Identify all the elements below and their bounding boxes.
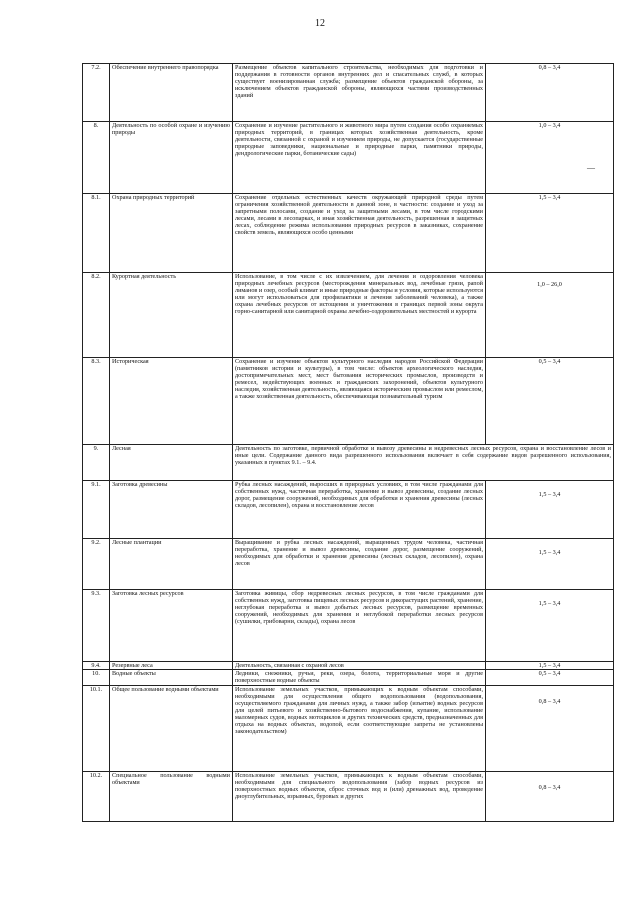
table-row (83, 662, 614, 670)
row-description: Использование земельных участков, примыкающих к водным объектам способами, необходимыми для осуществления общего водопользования (водопользования, осуществляемого гражданами для личных нужд, а также забор (изъятие) водных ресурсов для целей питьевого и хозяйственно-бытового водоснабжения, купание, использование маломерных судов, водных мотоциклов и других технических средств, предназначенных для отдыха на водных объектах, водопой, если соответствующие запреты не установлены законодательством) (233, 686, 486, 772)
row-name: Курортная деятельность (110, 273, 233, 358)
row-description: Размещение объектов капитального строительства, необходимых для подготовки и поддержания в готовности органов внутренних дел и спасательных служб, в которых существует военизированная служба; размещение объектов гражданской обороны, за исключением объектов гражданской обороны, являющихся частями производственных зданий (233, 64, 486, 122)
row-code: 8.3. (83, 358, 110, 445)
row-code: 9.4. (83, 662, 110, 670)
table-row (83, 772, 614, 822)
row-name: Резервные леса (110, 662, 233, 670)
row-name: Историческая (110, 358, 233, 445)
row-param: 0,5 – 3,4 (486, 670, 614, 686)
row-name: Водные объекты (110, 670, 233, 686)
row-param: 1,0 – 26,0 (486, 273, 614, 358)
row-code: 9.1. (83, 481, 110, 539)
table-row (83, 64, 614, 122)
row-description: Рубка лесных насаждений, выросших в природных условиях, в том числе гражданами для собственных нужд, частичная переработка, хранение и вывоз древесины, создание лесных дорог, размещение сооружений, необходимых для обработки и хранения древесины (лесных складов, лесопилен), охрана и восстановление лесов (233, 481, 486, 539)
table-row (83, 445, 614, 481)
row-description: Использование, в том числе с их извлечением, для лечения и оздоровления человека природных лечебных ресурсов (месторождения минеральных вод, лечебные грязи, рапой лиманов и озер, особый климат и иные природные факторы и условия, которые используются или могут использоваться для профилактики и лечения заболеваний человека), а также охрана лечебных ресурсов от истощения и уничтожения в границах первой зоны округа горно-санитарной или санитарной охраны лечебно-оздоровительных местностей и курорта (233, 273, 486, 358)
row-param: 1,5 – 3,4 (486, 662, 614, 670)
row-code: 10.1. (83, 686, 110, 772)
row-description: Сохранение отдельных естественных качеств окружающей природной среды путем ограничения хозяйственной деятельности в данной зоне, в частности: создание и уход за запретными полосами, создание и уход за защитными лесами, в том числе городскими лесами, лесами в лесопарках, и иная хозяйственная деятельность, разрешенная в защитных лесах, соблюдение режима использования природных ресурсов в заказниках, сохранение свойств земель, являющихся особо ценными (233, 194, 486, 273)
row-param: 0,8 – 3,4 (486, 772, 614, 822)
row-description: Ледники, снежники, ручьи, реки, озера, болота, территориальные моря и другие поверхностные водные объекты (233, 670, 486, 686)
row-description: Сохранение и изучение растительного и животного мира путем создания особо охраняемых природных территорий, в границах которых хозяйственная деятельность, кроме деятельности, связанной с охраной и изучением природы, не допускается (государственные природные заповедники, национальные и природные парки, памятники природы, дендрологические парки, ботанические сады) (233, 122, 486, 194)
row-code: 9.2. (83, 539, 110, 590)
row-code: 9. (83, 445, 110, 481)
table-row (83, 273, 614, 358)
margin-dash: — (587, 163, 595, 172)
row-code: 8. (83, 122, 110, 194)
row-name: Лесная (110, 445, 233, 481)
row-name: Заготовка лесных ресурсов (110, 590, 233, 662)
row-code: 7.2. (83, 64, 110, 122)
row-param: 1,5 – 3,4 (486, 481, 614, 539)
row-param: 1,5 – 3,4 (486, 539, 614, 590)
row-param: 0,8 – 3,4 (486, 686, 614, 772)
row-description: Использование земельных участков, примыкающих к водным объектам способами, необходимыми для специального водопользования (забор водных ресурсов из поверхностных водных объектов, сброс сточных вод и (или) дренажных вод, проведение дноуглубительных, взрывных, буровых и других (233, 772, 486, 822)
table-row (83, 686, 614, 772)
table-row (83, 590, 614, 662)
row-code: 8.1. (83, 194, 110, 273)
table-row (83, 194, 614, 273)
row-name: Общее пользование водными объектами (110, 686, 233, 772)
row-code: 10.2. (83, 772, 110, 822)
row-description: Сохранение и изучение объектов культурного наследия народов Российской Федерации (памятников истории и культуры), в том числе: объектов археологического наследия, достопримечательных мест, мест бытования исторических промыслов, производств и ремесел, недействующих военных и гражданских захоронений, объектов культурного наследия, хозяйственная деятельность, являющаяся историческим промыслом или ремеслом, а также хозяйственная деятельность, обеспечивающая познавательный туризм (233, 358, 486, 445)
row-name: Заготовка древесины (110, 481, 233, 539)
row-name: Охрана природных территорий (110, 194, 233, 273)
table-row (83, 539, 614, 590)
table-row (83, 122, 614, 194)
row-name: Лесные плантации (110, 539, 233, 590)
table-row (83, 670, 614, 686)
table-row (83, 358, 614, 445)
row-name: Обеспечение внутреннего правопорядка (110, 64, 233, 122)
row-param: 0,5 – 3,4 (486, 358, 614, 445)
row-code: 9.3. (83, 590, 110, 662)
row-param: 1,0 – 3,4 (486, 122, 614, 194)
row-name: Деятельность по особой охране и изучению природы (110, 122, 233, 194)
row-code: 8.2. (83, 273, 110, 358)
land-use-table (82, 63, 614, 822)
row-param: 0,8 – 3,4 (486, 64, 614, 122)
row-name: Специальное пользование водными объектами (110, 772, 233, 822)
row-description: Заготовка живицы, сбор недревесных лесных ресурсов, в том числе гражданами для собственных нужд, заготовка пищевых лесных ресурсов и дикорастущих растений, хранение, неглубокая переработка и вывоз добытых лесных ресурсов, размещение временных сооружений, необходимых для хранения и неглубокой переработки лесных ресурсов (сушилки, грибоварни, склады), охрана лесов (233, 590, 486, 662)
row-description: Деятельность, связанная с охраной лесов (233, 662, 486, 670)
row-description: Выращивание и рубка лесных насаждений, выращенных трудом человека, частичная переработка, хранение и вывоз древесины, создание дорог, размещение сооружений, необходимых для обработки и хранения древесины (лесных складов, лесопилен), охрана лесов (233, 539, 486, 590)
row-param: 1,5 – 3,4 (486, 590, 614, 662)
table-row (83, 481, 614, 539)
row-param: 1,5 – 3,4 (486, 194, 614, 273)
row-description: Деятельность по заготовке, первичной обработке и вывозу древесины и недревесных лесных ресурсов, охрана и восстановление лесов и иные цели. Содержание данного вида разрешенного использования включает в себя содержание видов разрешенного использования, указанных в пунктах 9.1. – 9.4. (233, 445, 614, 481)
page-number: 12 (315, 18, 325, 29)
row-code: 10. (83, 670, 110, 686)
